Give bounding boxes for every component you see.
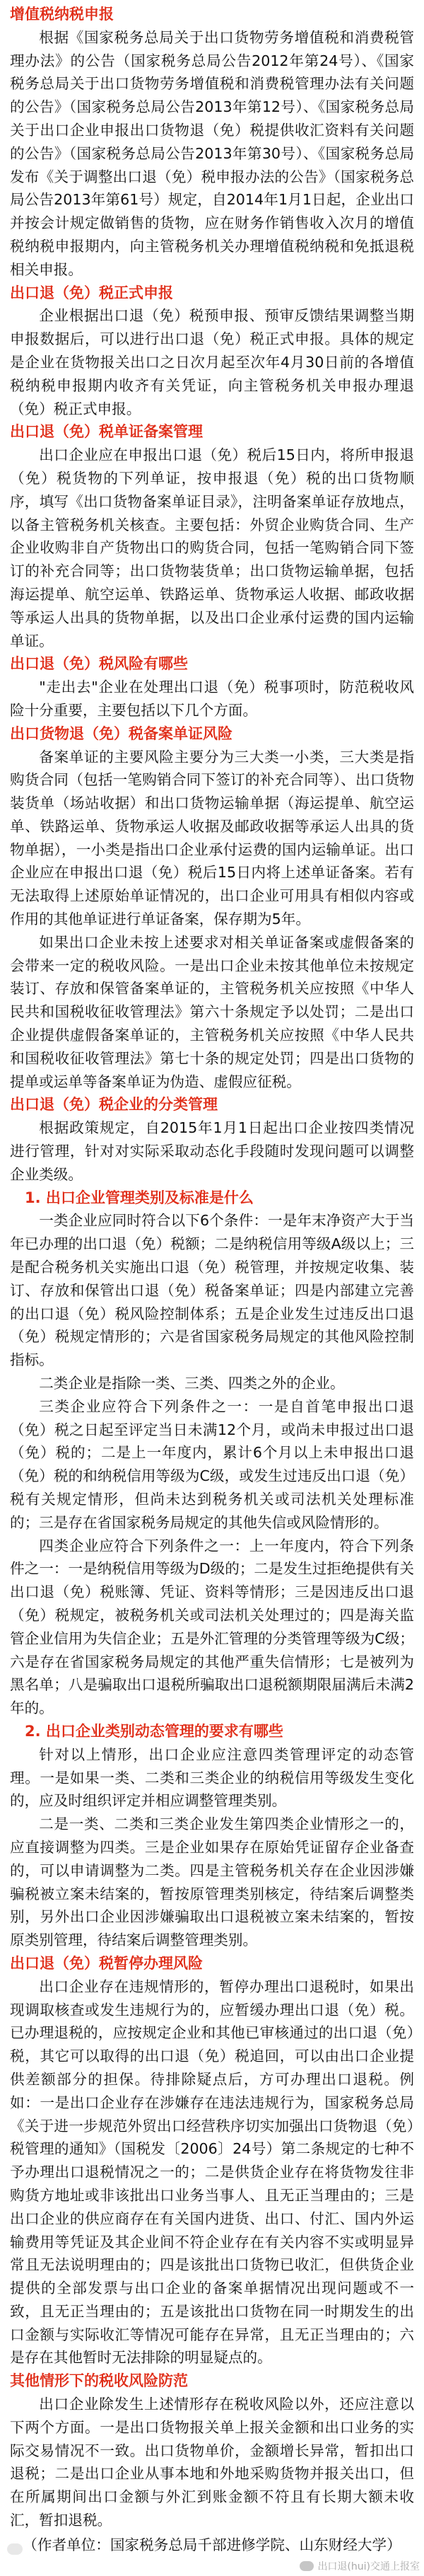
body-paragraph: 如果出口企业未按上述要求对相关单证备案或虚假备案的会带来一定的税收风险。一是出口企业未按其他单位未按规定装订、存放和保管备案单证的，主管税务机关应按照《中华人民共和国税收征收管理法》第六十条规定予以处罚；二是出口企业提供虚假备案单证的，主管税务机关应按照《中华人民共和国税收征收管理法》第七十条的规定处罚；四是出口货物的提单或运单等备案单证为伪造、虚假应征税。 bbox=[10, 933, 414, 1090]
body-paragraph: 二是一类、二类和三类企业发生第四类企业情形之一的，应直接调整为四类。三是企业如果存在原始凭证留存企业备查的，可以申请调整为二类。四是主管税务机关存在企业因涉嫌骗税被立案未结案的，暂按原管理类别核定，待结案后调整类别，另外出口企业因涉嫌骗取出口退税被立案未结案的，暂按原类别管理，待结案后调整管理类别。 bbox=[10, 1815, 414, 1949]
body-paragraph: 根据政策规定，自2015年1月1日起出口企业按四类情况进行管理，针对对实际采取动态化手段随时发现问题可以调整企业类级。 bbox=[10, 1119, 414, 1183]
section-heading: 出口退（免）税暂停办理风险 bbox=[10, 1954, 203, 1972]
section-heading: 出口货物退（免）税备案单证风险 bbox=[10, 724, 232, 742]
body-paragraph: 出口企业存在违规情形的，暂停办理出口退税时，如果出现调取核查或发生违规行为的，应暂缓办理出口退（免）税。已办理退税的，应按规定企业和其他已审核通过的出口退（免）税，其它可以取得的出口退（免）税追回，可以由出口企业提供差额部分的担保。待排除疑点后，方可办理出口退税。例如：一是出口企业存在涉嫌存在违法违规行为，国家税务总局《关于进一步规范外贸出口经营秩序切实加强出口货物退（免）税管理的通知》（国税发〔2006〕24号）第二条规定的七种不予办理出口退税情况之一的；二是供货企业存在将货物发往非购货方地址或非该批出口业务当事人、且无正当理由的；三是出口企业的供应商存在有关国内进货、出口、付汇、国内外运输费用等凭证及其企业间不符企业存在有关内容不实或明显异常且无法说明理由的；四是该批出口货物已收汇，但供货企业提供的全部发票与出口企业的备案单据情况出现问题或不一致，且无正当理由的；五是该批出口货物在同一时期发生的出口金额与实际收汇等情况可能存在异常，且无正当理由的；六是存在其他暂时无法排除的明显疑点的。 bbox=[10, 1977, 414, 2367]
body-paragraph: 一类企业应同时符合以下6个条件：一是年末净资产大于当年已办理的出口退（免）税额；二是纳税信用等级A级以上；三是配合税务机关实施出口退（免）税管理，并按规定收集、装订、存放和保管出口退（免）税备案单证；四是内部建立完善的出口退（免）税风险控制体系；五是企业发生过违反出口退（免）税规定情形的；六是省国家税务局规定的其他风险控制指标。 bbox=[10, 1212, 414, 1369]
body-paragraph: 根据《国家税务总局关于出口货物劳务增值税和消费税管理办法》的公告（国家税务总局公告2012年第24号）、《国家税务总局关于出口货物劳务增值税和消费税管理办法有关问题的公告》（国家税务总局公告2013年第12号）、《国家税务总局关于出口企业申报出口货物退（免）税提供收汇资料有关问题的公告》（国家税务总局公告2013年第30号）、《国家税务总局发布《关于调整出口退（免）税申报办法的公告》（国家税务总局公告2013年第61号）规定，自2014年1月1日起，企业出口并按会计规定做销售的货物，应在财务作销售收入次月的增值税纳税申报期内，向主管税务机关办理增值税纳税和免抵退税相关申报。 bbox=[10, 28, 414, 278]
body-paragraph: 企业根据出口退（免）税预申报、预审反馈结果调整当期申报数据后，可以进行出口退（免）税正式申报。具体的规定是企业在货物报关出口之日次月起至次年4月30日前的各增值税纳税申报期内收齐有关凭证，向主管税务机关申报办理退（免）税正式申报。 bbox=[10, 307, 414, 417]
body-paragraph: 三类企业应符合下列条件之一：一是自首笔申报出口退（免）税之日起至评定当日未满12个月，或尚未申报过出口退（免）税的；二是上一年度内，累计6个月以上未申报出口退（免）税的和纳税信用等级为C级，或发生过违反出口退（免）税有关规定情形，但尚未达到税务机关或司法机关处理标准的；三是存在省国家税务局规定的其他失信或风险情形的。 bbox=[10, 1397, 414, 1531]
section-heading: 其他情形下的税收风险防范 bbox=[10, 2372, 188, 2390]
body-paragraph: 备案单证的主要风险主要分为三大类一小类，三大类是指购货合同（包括一笔购销合同下签订的补充合同等）、出口货物装货单（场站收据）和出口货物运输单据（海运提单、航空运单、铁路运单、货物承运人收据及邮政收据等承运人出具的货物单据），一小类是指出口企业承付运费的国内运输单证。出口企业应在申报出口退（免）税后15日内将上述单证备案。若有无法取得上述原始单证情况的，出口企业可用具有相似内容或作用的其他单证进行单证备案，保存期为5年。 bbox=[10, 748, 414, 928]
section-heading: 出口退（免）税单证备案管理 bbox=[10, 423, 203, 441]
section-heading: 出口退（免）税风险有哪些 bbox=[10, 655, 188, 673]
section-heading: 1. 出口企业管理类别及标准是什么 bbox=[25, 1189, 254, 1206]
body-paragraph: 四类企业应符合下列条件之一：上一年度内，符合下列条件之一：一是纳税信用等级为D级的；二是发生过拒绝提供有关出口退（免）税账簿、凭证、资料等情形；三是因违反出口退（免）税规定，被税务机关或司法机关处理过的；四是海关监管企业信用为失信企业；五是外汇管理的分类管理等级为C级；六是存在省国家税务局规定的其他严重失信情形；七是被列为黑名单；八是骗取出口退税所骗取出口退税额期限届满后未满2年的。 bbox=[10, 1537, 414, 1717]
body-paragraph: 二类企业是指除一类、三类、四类之外的企业。 bbox=[39, 1375, 345, 1392]
watermark bbox=[300, 2559, 420, 2573]
body-paragraph: 出口企业应在申报出口退（免）税后15日内，将所申报退（免）税货物的下列单证，按申报退（免）税的出口货物顺序，填写《出口货物备案单证目录》，注明备案单证存放地点，以备主管税务机关核查。主要包括：外贸企业购货合同、生产企业收购非自产货物出口的购货合同，包括一笔购销合同下签订的补充合同等；出口货物装货单；出口货物运输单据，包括海运提单、航空运单、铁路运单、货物承运人收据、邮政收据等承运人出具的货物单据，以及出口企业承付运费的国内运输单证。 bbox=[10, 446, 414, 649]
watermark-text: 出口退(hui)交通上报室 bbox=[317, 2561, 420, 2572]
body-paragraph: 针对以上情形，出口企业应注意四类管理评定的动态管理。一是如果一类、二类和三类企业的纳税信用等级发生变化的，应及时组织评定并相应调整管理类别。 bbox=[10, 1745, 414, 1810]
weibo-logo-icon bbox=[7, 2543, 23, 2555]
section-heading: 增值税纳税申报 bbox=[10, 6, 114, 23]
section-heading: 出口退（免）税企业的分类管理 bbox=[10, 1096, 218, 1114]
body-paragraph: 出口企业除发生上述情形存在税收风险以外，还应注意以下两个方面。一是出口货物报关单上报关金额和出口业务的实际交易情况不一致。出口货物单价，金额增长异常，暂扣出口退税；二是出口企业从事本地和外地采购货物并报关出口，但在所属期间出口金额与外汇到账金额不符且有长期大额未收汇，暂扣退税。 bbox=[10, 2396, 414, 2529]
watermark-logo-icon bbox=[300, 2561, 314, 2571]
body-paragraph: "走出去"企业在处理出口退（免）税事项时，防范税收风险十分重要，主要包括以下几个方面。 bbox=[10, 678, 414, 719]
section-heading: 出口退（免）税正式申报 bbox=[10, 284, 173, 301]
author-affiliation: （作者单位：国家税务总局千部进修学院、山东财经大学） bbox=[23, 2536, 401, 2553]
section-heading: 2. 出口企业类别动态管理的要求有哪些 bbox=[25, 1722, 283, 1740]
